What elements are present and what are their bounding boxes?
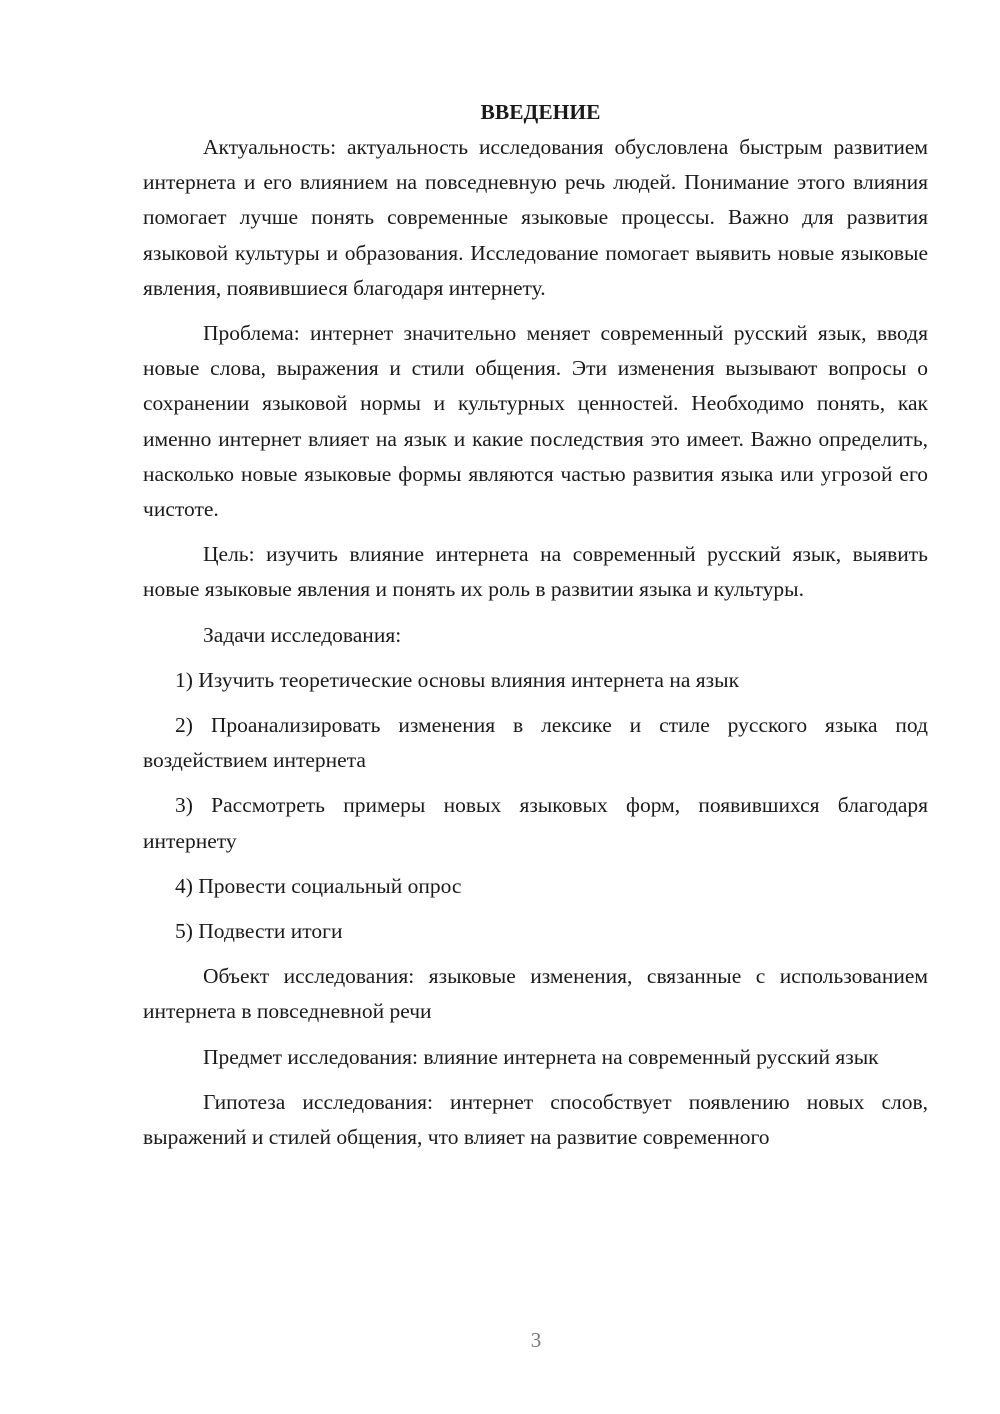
task-item-2: 2) Проанализировать изменения в лексике и стиле русского языка под воздействием интернета [143,713,928,773]
task-item-5: 5) Подвести итоги [175,919,343,944]
paragraph-subject: Предмет исследования: влияние интернета на современный русский язык [203,1044,879,1069]
page-number: 3 [530,1328,542,1352]
document-page [143,95,928,1155]
paragraph-hypothesis: Гипотеза исследования: интернет способствует появлению новых слов, выражений и стилей общения, что влияет на развитие современного [143,1089,928,1150]
section-title: ВВЕДЕНИЕ [480,100,601,124]
task-item-1: 1) Изучить теоретические основы влияния интернета на язык [175,667,740,692]
paragraph-relevance: Актуальность: актуальность исследования обусловлена быстрым развитием интернета и его влиянием на повседневную речь людей. Понимание этого влияния помогает лучше понять современные языковые процессы. Важно для развития языковой культуры и образования. Исследование помогает выявить новые языковые явления, появившиеся благодаря интернету. [143,135,928,300]
task-item-3: 3) Рассмотреть примеры новых языковых форм, появившихся благодаря интернету [143,793,928,853]
paragraph-problem: Проблема: интернет значительно меняет современный русский язык, вводя новые слова, выражения и стили общения. Эти изменения вызывают вопросы о сохранении языковой нормы и культурных ценностей. Необходимо понять, как именно интернет влияет на язык и какие последствия это имеет. Важно определить, насколько новые языковые формы являются частью развития языка или угрозой его чистоте. [143,321,928,522]
tasks-heading: Задачи исследования: [203,622,402,647]
task-item-4: 4) Провести социальный опрос [175,873,462,898]
paragraph-object: Объект исследования: языковые изменения, связанные с использованием интернета в повседневной речи [143,964,928,1024]
paragraph-goal: Цель: изучить влияние интернета на современный русский язык, выявить новые языковые явления и понять их роль в развитии языка и культуры. [143,542,928,602]
